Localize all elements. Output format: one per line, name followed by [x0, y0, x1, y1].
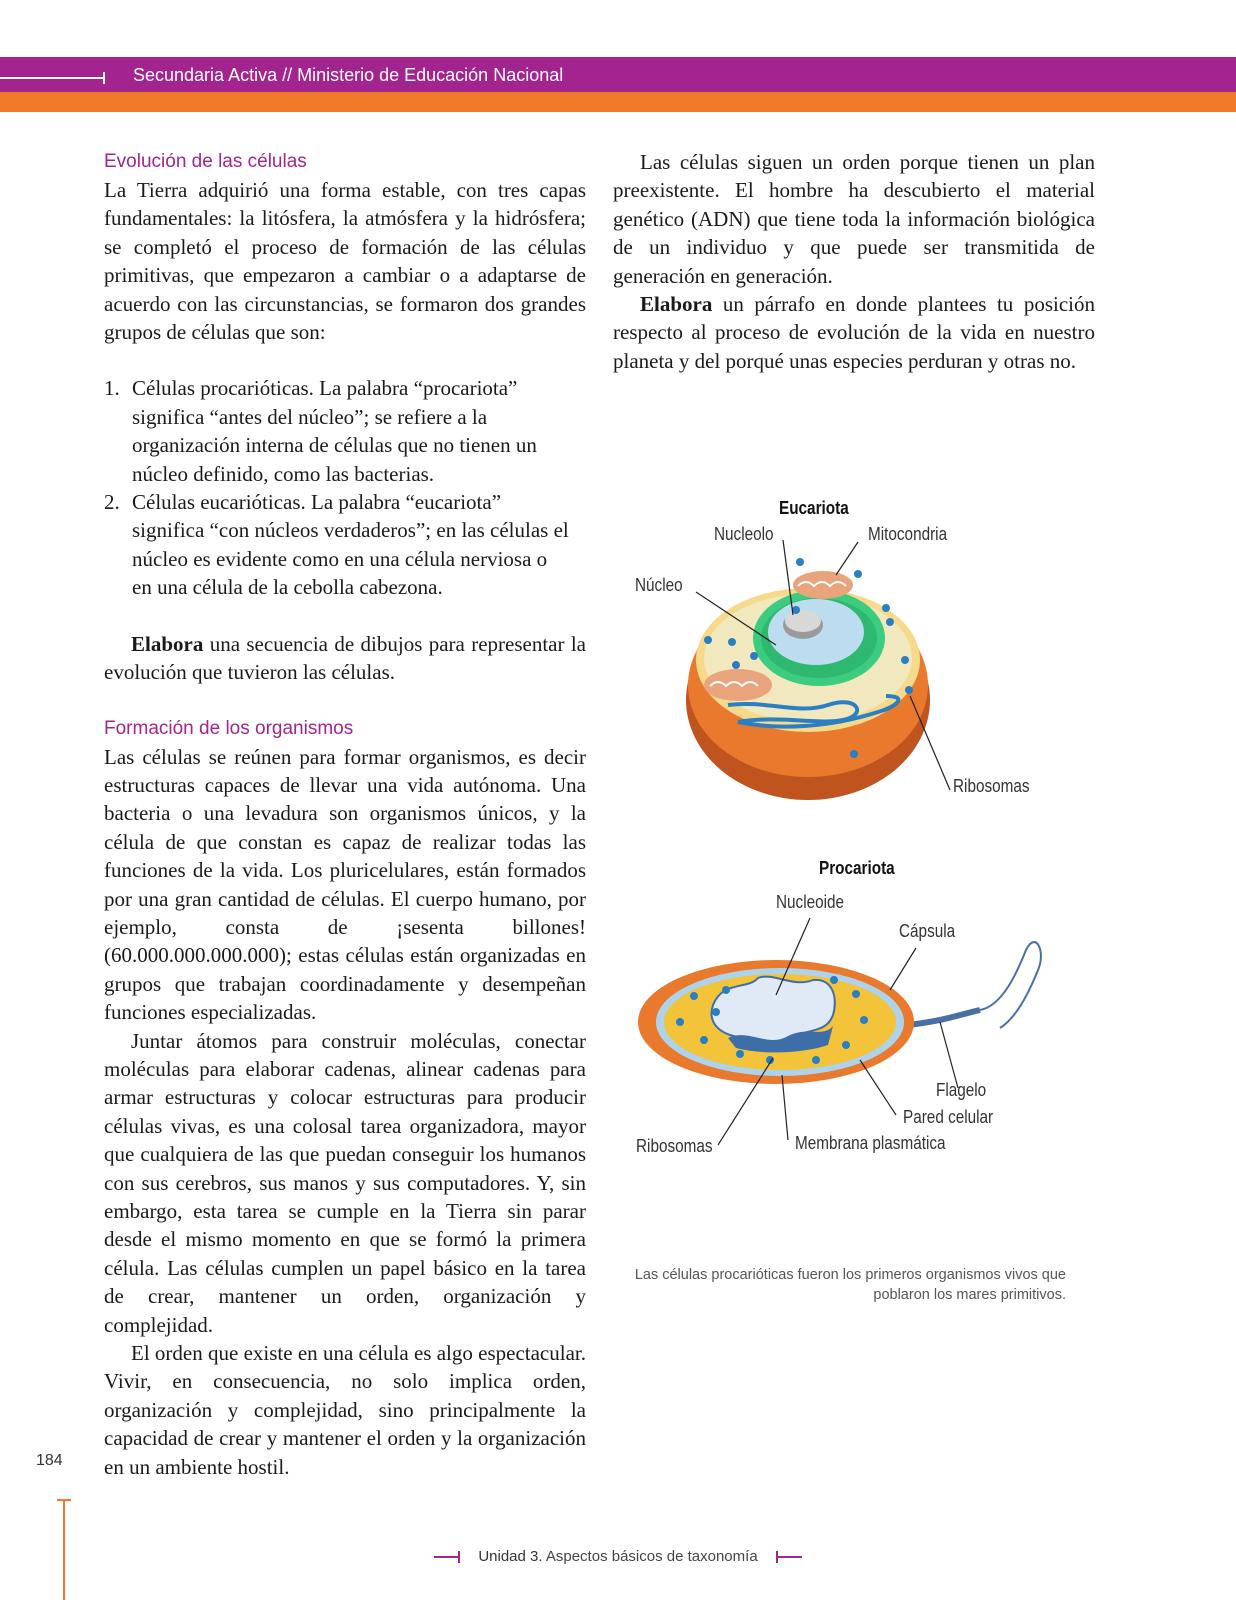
prokaryote-title: Procariota — [819, 858, 895, 878]
header-stripe — [0, 92, 1236, 112]
footer — [0, 1548, 1236, 1565]
task-text: una secuencia de dibujos para representar la evolución que tuvieron las células. — [104, 631, 586, 685]
task-verb: Elabora — [640, 292, 713, 317]
cell-diagram-svg — [628, 500, 1088, 1190]
label-pared-celular: Pared celular — [903, 1107, 994, 1127]
label-capsula: Cápsula — [899, 921, 956, 941]
task-paragraph-1 — [104, 630, 586, 687]
paragraph-organismos: Las células se reúnen para formar organismos, es decir estructuras capaces de llevar una vida autónoma. Una bacteria o una levadura son organismos únicos, y la célula de que constan es capaz de realizar todas las funciones de la vida. Los pluricelulares, están formados por una gran cantidad de células. El cuerpo humano, por ejemplo, consta de ¡sesenta billones! (60.000.000.000.000); estas células están organizadas en grupos que trabajan coordinadamente y desempeñan funciones especializadas. — [104, 744, 586, 1025]
list-number: 2. — [104, 490, 120, 515]
label-mitocondria: Mitocondria — [868, 524, 948, 544]
list-item — [104, 488, 586, 602]
list-text: Células eucarióticas. La palabra “eucariota” significa “con núcleos verdaderos”; en las células el núcleo es evidente como en una célula nerviosa o en una célula de la cebolla cabezona. — [132, 490, 569, 600]
cell-types-list — [104, 374, 586, 601]
label-nucleolo: Nucleolo — [714, 524, 774, 544]
header-title: Secundaria Activa // Ministerio de Educación Nacional — [133, 65, 564, 85]
paragraph-orden: El orden que existe en una célula es algo espectacular. Vivir, en consecuencia, no solo implica orden, organización y complejidad, sino principalmente la capacidad de crear y mantener el orden y la organización en un ambiente hostil. — [104, 1341, 586, 1479]
task-text: un párrafo en donde plantees tu posición respecto al proceso de evolución de la vida en nuestro planeta y del porqué unas especies perduran y otras no. — [613, 292, 1095, 373]
label-ribosomas-procariota: Ribosomas — [636, 1136, 713, 1156]
figure-caption: Las células procarióticas fueron los primeros organismos vivos que poblaron los mares primitivos. — [634, 1267, 1066, 1303]
left-margin-rule-cap — [57, 1499, 71, 1501]
right-column — [613, 148, 1095, 375]
list-number: 1. — [104, 376, 120, 401]
section-title-evolucion: Evolución de las células — [104, 151, 307, 172]
footer-bar-right — [776, 1556, 802, 1558]
label-membrana-plasmatica: Membrana plasmática — [795, 1133, 946, 1153]
paragraph-tarea: Juntar átomos para construir moléculas, conectar moléculas para elaborar cadenas, alinear cadenas para armar estructuras y colocar estructuras para producir células vivas, es una colosal tarea organizadora, mayor que cualquiera de las que puedan conseguir los humanos con sus cerebros, sus manos y sus computadores. Y, sin embargo, esta tarea se cumple en la Tierra sin parar desde el mismo momento en que se formó la primera célula. Las células cumplen un papel básico en la tarea de crear, mantener un orden, organización y complejidad. — [104, 1028, 586, 1337]
left-column — [104, 148, 586, 1481]
header-rule — [0, 77, 104, 79]
header-tick — [103, 72, 105, 84]
cell-figure — [628, 500, 1088, 1190]
prokaryote-cell — [638, 942, 1041, 1084]
paragraph-intro: La Tierra adquirió una forma estable, con tres capas fundamentales: la litósfera, la atmósfera y la hidrósfera; se completó el proceso de formación de las células primitivas, que empezaron a cambiar o a adaptarse de acuerdo con las circunstancias, se formaron dos grandes grupos de células que son: — [104, 178, 586, 345]
label-nucleo: Núcleo — [635, 575, 683, 595]
label-flagelo: Flagelo — [936, 1080, 987, 1100]
task-verb: Elabora — [131, 631, 204, 656]
eukaryote-title: Eucariota — [779, 498, 849, 518]
footer-bar-left — [434, 1556, 460, 1558]
label-nucleoide: Nucleoide — [776, 892, 845, 912]
label-ribosomas-eucariota: Ribosomas — [953, 776, 1030, 796]
page-number: 184 — [36, 1452, 63, 1469]
task-paragraph-2 — [613, 290, 1095, 375]
list-item — [104, 374, 586, 488]
list-text: Células procarióticas. La palabra “procariota” significa “antes del núcleo”; se refiere a la organización interna de células que no tienen un núcleo definido, como las bacterias. — [132, 376, 537, 486]
section-title-formacion: Formación de los organismos — [104, 717, 354, 739]
footer-unit-title: Aspectos básicos de taxonomía — [542, 1548, 758, 1565]
footer-unit-label: Unidad 3. — [478, 1548, 543, 1565]
eukaryote-cell — [686, 558, 930, 800]
paragraph-adn: Las células siguen un orden porque tienen un plan preexistente. El hombre ha descubierto el material genético (ADN) que tiene toda la información biológica de un individuo y que puede ser transmitida de generación en generación. — [613, 150, 1095, 288]
